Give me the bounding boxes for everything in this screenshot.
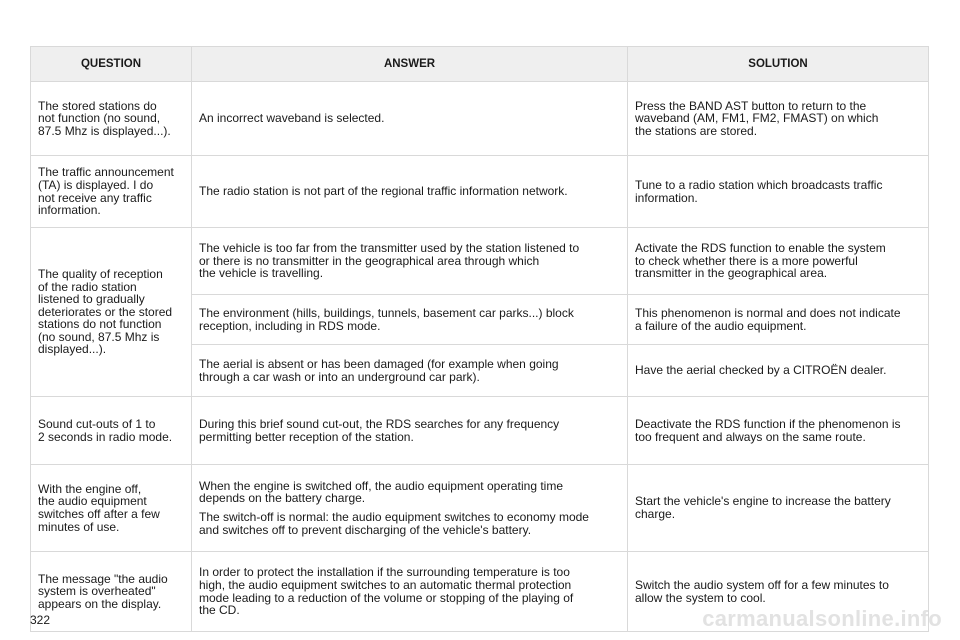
text-line: reception, including in RDS mode. xyxy=(199,318,381,333)
text-line: The traffic announcement xyxy=(38,165,174,180)
text-line: charge. xyxy=(635,507,676,521)
text-line: information. xyxy=(635,190,698,205)
table-row xyxy=(31,397,929,465)
answer-cell xyxy=(192,552,628,632)
text-line: The quality of reception xyxy=(38,266,163,281)
text-line: switches off after a few xyxy=(38,507,160,521)
text-line: a failure of the audio equipment. xyxy=(635,318,807,333)
text-line: The switch-off is normal: the audio equipment switches to economy mode xyxy=(199,510,589,524)
solution-cell xyxy=(628,295,929,345)
table-row xyxy=(31,156,929,228)
text-line: mode leading to a reduction of the volume or stopping of the playing of xyxy=(199,590,574,605)
text-line: minutes of use. xyxy=(38,519,120,534)
text-line: Activate the RDS function to enable the system xyxy=(635,241,886,256)
text-line: high, the audio equipment switches to an automatic thermal protection xyxy=(199,577,572,592)
text-line: 87.5 Mhz is displayed...). xyxy=(38,123,171,138)
text-line: When the engine is switched off, the audio equipment operating time xyxy=(199,478,564,493)
text-line: through a car wash or into an underground car park). xyxy=(199,369,480,384)
text-line: Deactivate the RDS function if the phenomenon is xyxy=(635,416,901,431)
table-row xyxy=(31,228,929,295)
answer-cell xyxy=(192,465,628,552)
solution-cell xyxy=(628,228,929,295)
text-line: Press the BAND AST button to return to the xyxy=(635,98,867,113)
text-line: 2 seconds in radio mode. xyxy=(38,429,173,444)
text-line: waveband (AM, FM1, FM2, FMAST) on which xyxy=(635,111,879,126)
solution-cell xyxy=(628,397,929,465)
question-cell xyxy=(31,82,192,156)
answer-paragraph xyxy=(199,566,621,616)
answer-paragraph xyxy=(199,185,621,198)
text-line: The message "the audio xyxy=(38,571,168,586)
text-line: Switch the audio system off for a few minutes to xyxy=(635,577,889,592)
text-line: The radio station is not part of the regional traffic information network. xyxy=(199,184,568,199)
solution-cell xyxy=(628,345,929,397)
table-row xyxy=(31,82,929,156)
text-line: the CD. xyxy=(199,603,240,618)
text-line: depends on the battery charge. xyxy=(199,491,366,506)
answer-paragraph xyxy=(199,307,621,332)
text-line: Tune to a radio station which broadcasts traffic xyxy=(635,177,883,192)
text-line: With the engine off, xyxy=(38,481,142,496)
text-line: not receive any traffic xyxy=(38,190,152,205)
text-line: The environment (hills, buildings, tunnels, basement car parks...) block xyxy=(199,305,574,320)
header-solution: SOLUTION xyxy=(628,47,929,82)
text-line: of the radio station xyxy=(38,279,137,294)
text-line: stations do not function xyxy=(38,317,162,332)
question-cell xyxy=(31,228,192,397)
question-cell xyxy=(31,465,192,552)
question-cell xyxy=(31,552,192,632)
question-cell xyxy=(31,397,192,465)
solution-cell xyxy=(628,156,929,228)
text-line: The vehicle is too far from the transmitter used by the station listened to xyxy=(199,241,580,256)
text-line: too frequent and always on the same route. xyxy=(635,429,866,444)
text-line: Have the aerial checked by a CITROËN dealer. xyxy=(635,363,887,378)
text-line: the audio equipment xyxy=(38,494,147,509)
text-line: During this brief sound cut-out, the RDS searches for any frequency xyxy=(199,416,560,431)
text-line: system is overheated" xyxy=(38,584,156,599)
text-line: the stations are stored. xyxy=(635,123,758,138)
answer-cell xyxy=(192,228,628,295)
text-line: permitting better reception of the station. xyxy=(199,429,414,444)
text-line: information. xyxy=(38,203,101,218)
question-cell xyxy=(31,156,192,228)
text-line: The stored stations do xyxy=(38,98,157,113)
text-line: displayed...). xyxy=(38,342,107,357)
text-line: the vehicle is travelling. xyxy=(199,266,324,281)
answer-paragraph xyxy=(199,511,621,536)
page-number: 322 xyxy=(30,613,51,627)
table-body xyxy=(31,82,929,632)
text-line: or there is no transmitter in the geographical area through which xyxy=(199,253,540,268)
solution-cell xyxy=(628,82,929,156)
text-line: deteriorates or the stored xyxy=(38,304,173,319)
answer-cell xyxy=(192,345,628,397)
text-line: allow the system to cool. xyxy=(635,590,766,605)
answer-cell xyxy=(192,82,628,156)
header-question: QUESTION xyxy=(31,47,192,82)
answer-paragraph xyxy=(199,358,621,383)
answer-cell xyxy=(192,295,628,345)
text-line: (no sound, 87.5 Mhz is xyxy=(38,329,160,344)
table-row xyxy=(31,465,929,552)
text-line: Sound cut-outs of 1 to xyxy=(38,416,156,431)
header-answer: ANSWER xyxy=(192,47,628,82)
answer-paragraph xyxy=(199,242,621,280)
table-header-row xyxy=(31,47,929,82)
text-line: An incorrect waveband is selected. xyxy=(199,111,385,126)
text-line: and switches off to prevent discharging of the vehicle's battery. xyxy=(199,522,532,537)
text-line: listened to gradually xyxy=(38,292,145,307)
answer-cell xyxy=(192,156,628,228)
text-line: appears on the display. xyxy=(38,596,162,611)
answer-cell xyxy=(192,397,628,465)
answer-paragraph xyxy=(199,418,621,443)
text-line: Start the vehicle's engine to increase the battery xyxy=(635,494,891,509)
text-line: The aerial is absent or has been damaged (for example when going xyxy=(199,356,559,371)
answer-paragraph xyxy=(199,480,621,505)
text-line: This phenomenon is normal and does not indicate xyxy=(635,305,901,320)
answer-paragraph xyxy=(199,112,621,125)
text-line: In order to protect the installation if the surrounding temperature is too xyxy=(199,565,570,580)
text-line: not function (no sound, xyxy=(38,111,161,126)
text-line: transmitter in the geographical area. xyxy=(635,266,828,281)
text-line: (TA) is displayed. I do xyxy=(38,177,154,192)
troubleshooting-table xyxy=(30,46,929,632)
watermark: carmanualsonline.info xyxy=(702,606,942,631)
text-line: to check whether there is a more powerful xyxy=(635,253,858,268)
solution-cell xyxy=(628,465,929,552)
